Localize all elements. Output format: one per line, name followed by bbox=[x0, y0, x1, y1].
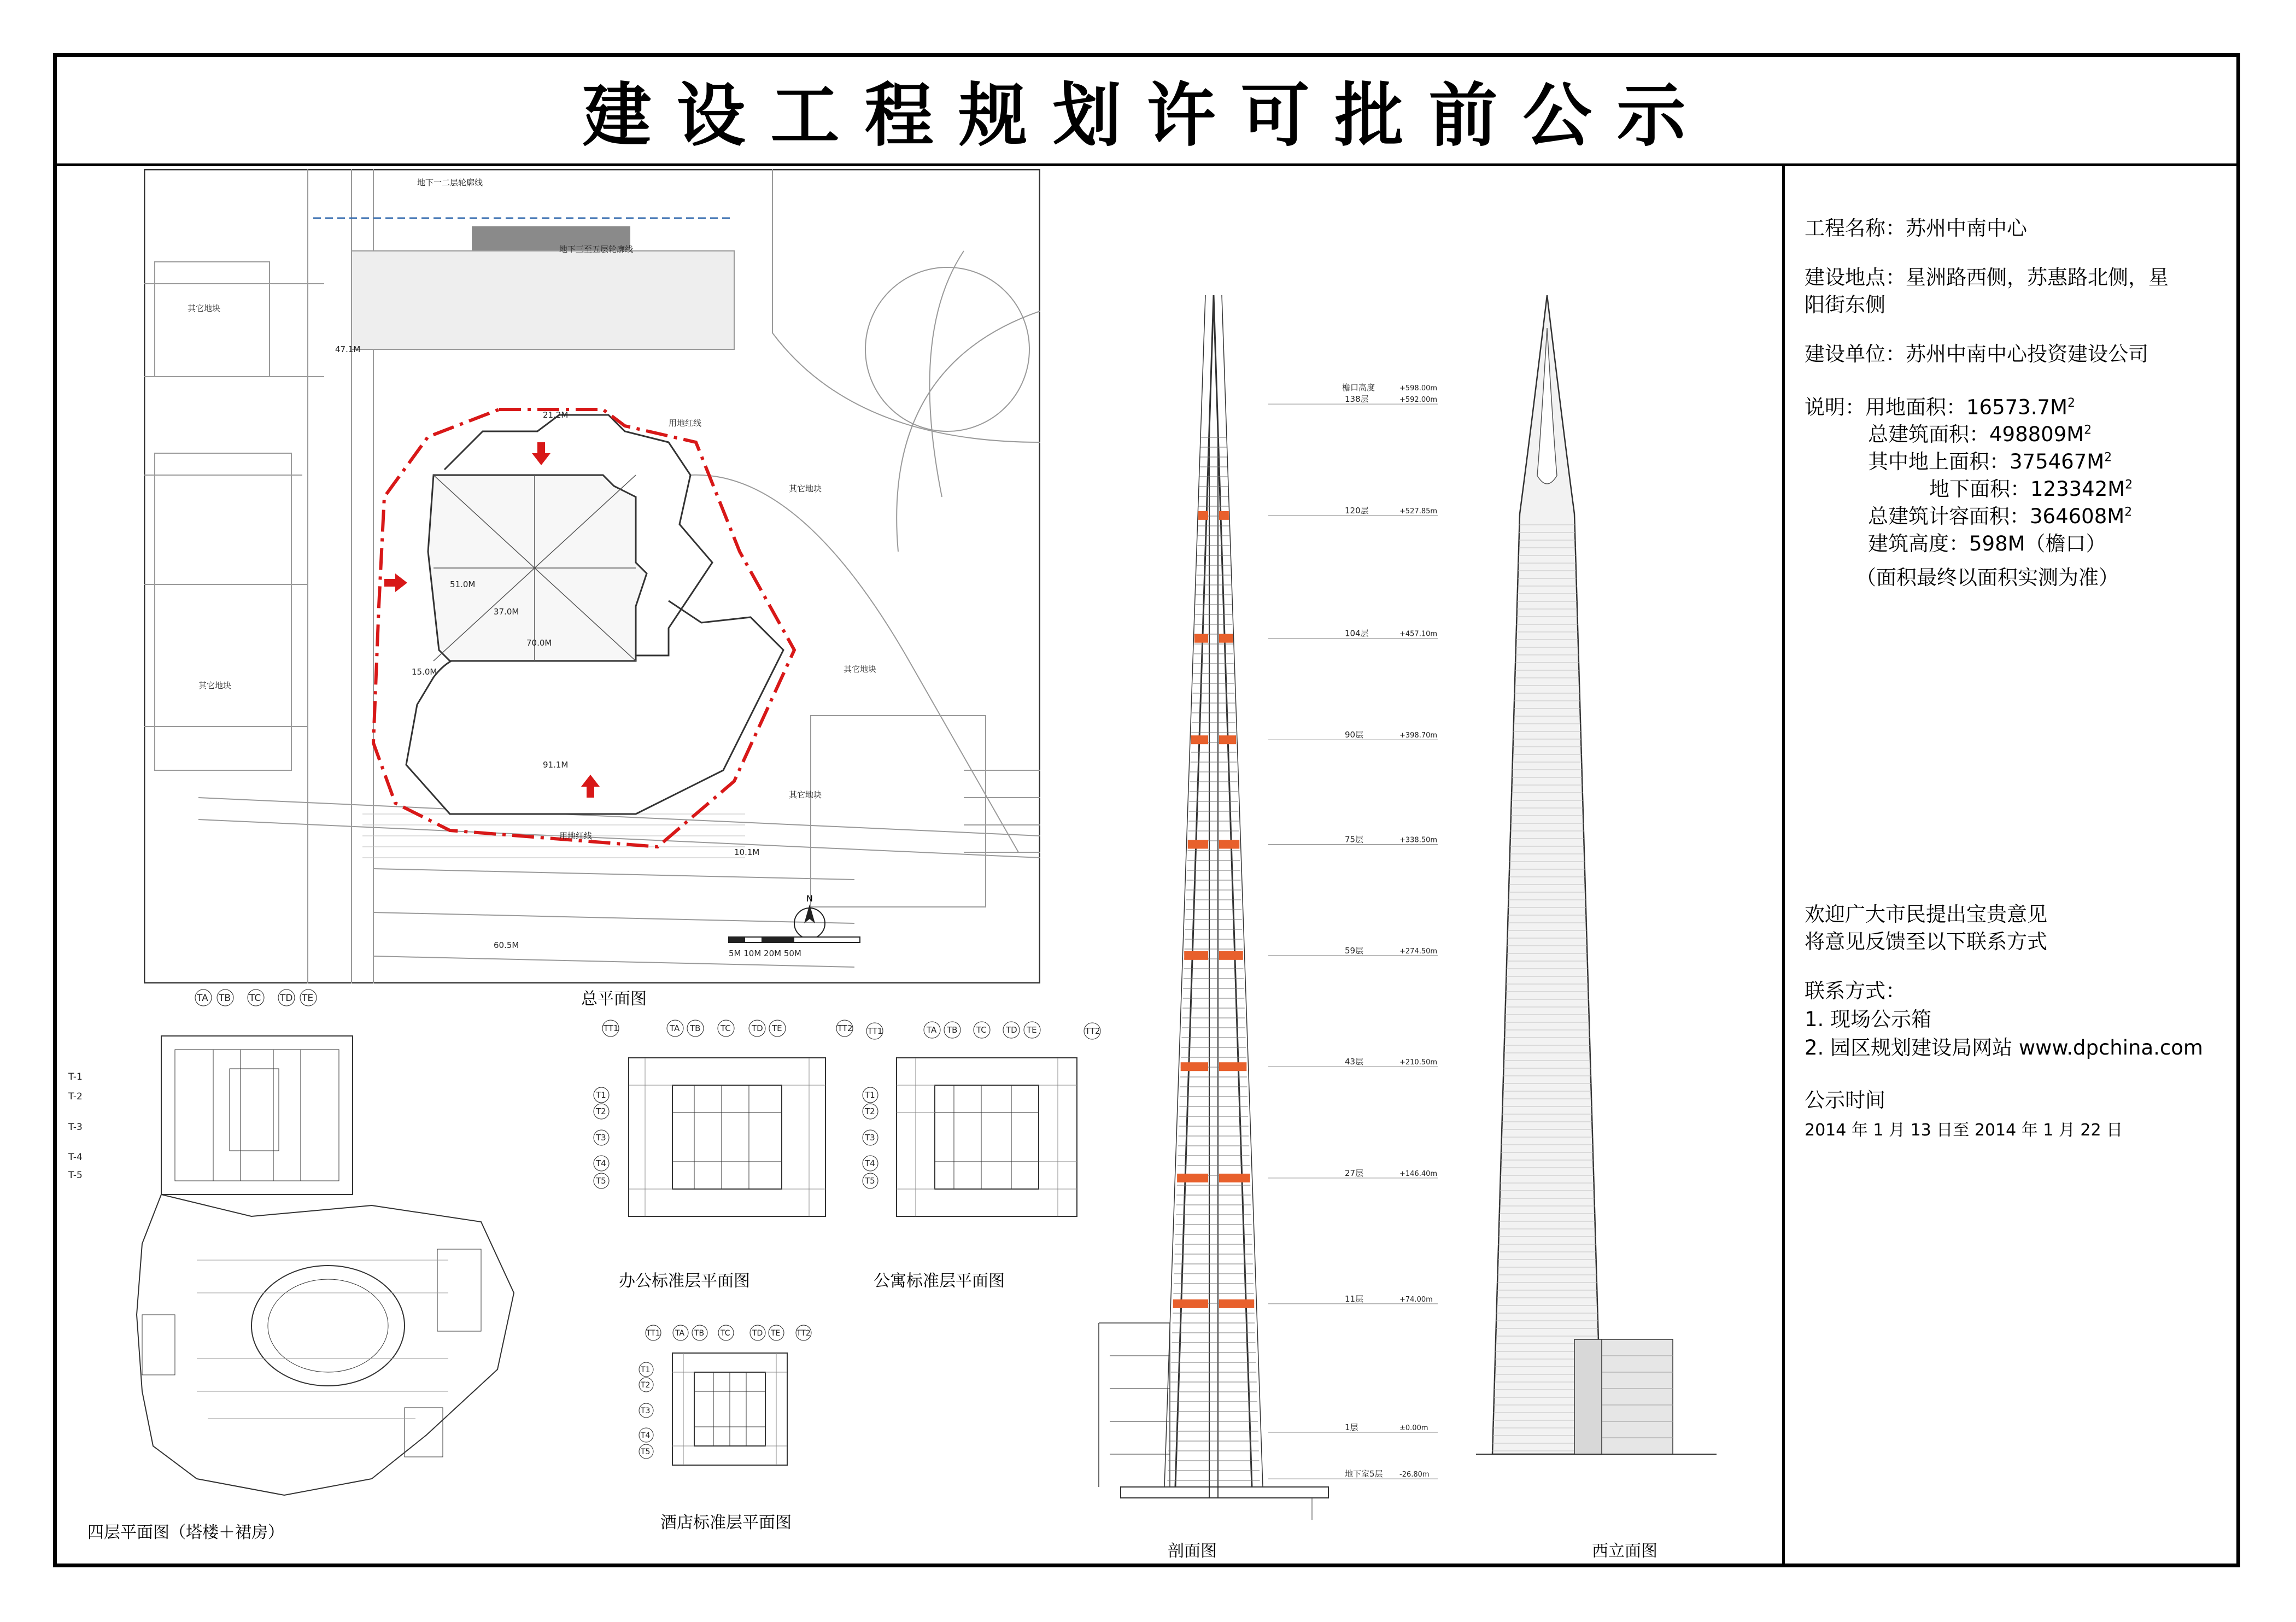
grid-label-t5: T-5 bbox=[68, 1170, 83, 1181]
dim-label: 47.1M bbox=[335, 344, 361, 354]
grid-bubble-t3 bbox=[594, 1130, 609, 1145]
contact-item-box: 1. 现场公示箱 bbox=[1805, 1008, 1932, 1031]
mechanical-floor-band bbox=[1191, 735, 1208, 744]
dim-label: 37.0M bbox=[494, 607, 519, 617]
svg-text:T1: T1 bbox=[641, 1366, 651, 1374]
fourth-floor-plan bbox=[66, 987, 590, 1542]
mechanical-floor-band bbox=[1219, 840, 1239, 848]
board-title: 建设工程规划许可批前公示 bbox=[582, 75, 1711, 156]
label-redline: 用地红线 bbox=[559, 831, 593, 841]
grid-label-t1: T-1 bbox=[68, 1071, 83, 1082]
grid-bubble-td bbox=[749, 1020, 765, 1037]
contact-item-website: 2. 园区规划建设局网站 www.dpchina.com bbox=[1805, 1036, 2203, 1059]
grid-bubble-tt2 bbox=[796, 1325, 811, 1340]
dim-label: 10.1M bbox=[734, 847, 760, 857]
grid-label-t2: T-2 bbox=[68, 1091, 83, 1102]
label-other-plot: 其它地块 bbox=[789, 484, 822, 494]
grid-bubble-t4 bbox=[639, 1428, 653, 1442]
grid-bubble-t4 bbox=[594, 1156, 609, 1171]
level-elevation-label: +74.00m bbox=[1399, 1295, 1433, 1304]
svg-text:TB: TB bbox=[694, 1329, 705, 1338]
svg-text:TE: TE bbox=[772, 1023, 782, 1033]
mechanical-floor-band bbox=[1181, 1062, 1208, 1071]
caption-fourth-floor: 四层平面图（塔楼＋裙房） bbox=[87, 1523, 284, 1542]
svg-text:TD: TD bbox=[752, 1329, 763, 1338]
svg-text:N: N bbox=[806, 893, 813, 904]
eaves-height-label: 檐口高度 bbox=[1342, 383, 1375, 393]
svg-text:T3: T3 bbox=[641, 1407, 651, 1415]
grid-bubble-t1 bbox=[594, 1087, 609, 1103]
notes-below-ground: 地下面积：$123342M^2$ bbox=[1929, 477, 2133, 501]
svg-text:T1: T1 bbox=[865, 1090, 875, 1100]
mechanical-floor-band bbox=[1219, 511, 1229, 520]
svg-text:T5: T5 bbox=[641, 1448, 651, 1456]
publicity-time-label: 公示时间 bbox=[1805, 1088, 1885, 1112]
svg-text:T4: T4 bbox=[596, 1158, 606, 1168]
level-floor-label: 59层 bbox=[1345, 945, 1364, 956]
mechanical-floor-band bbox=[1194, 634, 1208, 643]
level-elevation-label: +146.40m bbox=[1399, 1169, 1438, 1178]
grid-bubble-tb bbox=[687, 1020, 704, 1037]
level-floor-label: 11层 bbox=[1345, 1293, 1364, 1304]
grid-bubble-t3 bbox=[863, 1130, 878, 1145]
project-name: 工程名称：苏州中南中心 bbox=[1805, 216, 2027, 240]
svg-text:TC: TC bbox=[976, 1025, 987, 1035]
svg-text:TT2: TT2 bbox=[796, 1329, 811, 1338]
caption-section: 剖面图 bbox=[1168, 1542, 1217, 1561]
grid-label-t4: T-4 bbox=[68, 1152, 83, 1163]
level-floor-label: 90层 bbox=[1345, 730, 1364, 740]
grid-bubble-ta bbox=[924, 1022, 940, 1038]
hotel-floor-plan bbox=[629, 1323, 831, 1498]
grid-bubble-td bbox=[1003, 1022, 1020, 1038]
building-section bbox=[1088, 295, 1492, 1520]
grid-bubble-tc bbox=[718, 1325, 734, 1340]
svg-text:T5: T5 bbox=[596, 1176, 606, 1186]
svg-text:T2: T2 bbox=[865, 1106, 875, 1116]
level-elevation-label: +338.50m bbox=[1399, 836, 1438, 845]
label-redline: 用地红线 bbox=[669, 418, 702, 428]
level-elevation-label: +457.10m bbox=[1399, 630, 1438, 639]
mechanical-floor-band bbox=[1219, 1062, 1246, 1071]
level-floor-label: 75层 bbox=[1345, 834, 1364, 845]
project-builder: 建设单位：苏州中南中心投资建设公司 bbox=[1805, 342, 2148, 366]
level-floor-label: 104层 bbox=[1345, 628, 1369, 639]
mechanical-floor-band bbox=[1188, 840, 1208, 848]
level-elevation-label: +274.50m bbox=[1399, 947, 1438, 956]
notes-site-area: 说明：用地面积：$16573.7M^2$ bbox=[1805, 395, 2075, 419]
grid-bubble-ta bbox=[195, 989, 212, 1006]
grid-bubble-tc bbox=[718, 1020, 734, 1037]
notes-height: 建筑高度：598M（檐口） bbox=[1868, 532, 2106, 555]
grid-bubble-t5 bbox=[639, 1444, 653, 1459]
notes-plot-area: 总建筑计容面积：$364608M^2$ bbox=[1868, 505, 2133, 528]
svg-text:TB: TB bbox=[947, 1025, 958, 1035]
level-floor-label: 138层 bbox=[1345, 394, 1369, 405]
west-elevation bbox=[1476, 295, 1727, 1487]
info-panel bbox=[1782, 166, 2236, 1564]
label-b35-outline: 地下三至五层轮廓线 bbox=[559, 244, 634, 254]
grid-bubble-tt2 bbox=[836, 1020, 853, 1037]
svg-text:TT1: TT1 bbox=[604, 1023, 619, 1033]
svg-text:TE: TE bbox=[1027, 1025, 1037, 1035]
mechanical-floor-band bbox=[1184, 951, 1208, 960]
level-floor-label: 1层 bbox=[1345, 1422, 1358, 1432]
grid-label-t3: T-3 bbox=[68, 1122, 83, 1133]
caption-office-floor: 办公标准层平面图 bbox=[619, 1272, 750, 1291]
svg-text:TA: TA bbox=[670, 1023, 680, 1033]
svg-text:T4: T4 bbox=[865, 1158, 875, 1168]
mechanical-floor-band bbox=[1219, 1299, 1254, 1308]
svg-text:T1: T1 bbox=[596, 1090, 606, 1100]
scale-bar-label: 5M 10M 20M 50M bbox=[729, 948, 801, 958]
svg-text:TT2: TT2 bbox=[1085, 1026, 1100, 1036]
level-floor-label: 27层 bbox=[1345, 1168, 1364, 1178]
grid-bubble-t2 bbox=[639, 1378, 653, 1392]
grid-bubble-tb bbox=[217, 989, 233, 1006]
label-other-plot: 其它地块 bbox=[198, 681, 232, 690]
grid-bubble-tb bbox=[944, 1022, 960, 1038]
grid-bubble-tt1 bbox=[646, 1325, 661, 1340]
grid-bubble-te bbox=[769, 1020, 786, 1037]
grid-bubble-t5 bbox=[863, 1173, 878, 1188]
level-elevation-label: ±0.00m bbox=[1399, 1424, 1428, 1432]
svg-text:TB: TB bbox=[690, 1023, 701, 1033]
apartment-floor-plan bbox=[858, 1017, 1110, 1235]
office-floor-plan bbox=[590, 1014, 864, 1238]
svg-text:T2: T2 bbox=[596, 1106, 606, 1116]
grid-bubble-te bbox=[300, 989, 317, 1006]
notes-above-ground: 其中地上面积：$375467M^2$ bbox=[1868, 450, 2112, 473]
notes-disclaimer: （面积最终以面积实测为准） bbox=[1856, 566, 2119, 589]
label-other-plot: 其它地块 bbox=[844, 664, 877, 674]
mechanical-floor-band bbox=[1177, 1174, 1208, 1182]
grid-bubble-tc bbox=[974, 1022, 990, 1038]
grid-bubble-te bbox=[769, 1325, 784, 1340]
grid-bubble-te bbox=[1024, 1022, 1040, 1038]
mechanical-floor-band bbox=[1173, 1299, 1208, 1308]
svg-text:TE: TE bbox=[771, 1329, 781, 1338]
svg-text:TT1: TT1 bbox=[646, 1329, 660, 1338]
contact-label: 联系方式： bbox=[1805, 979, 1906, 1003]
caption-site-plan: 总平面图 bbox=[581, 989, 647, 1009]
notes-total-area: 总建筑面积：$498809M^2$ bbox=[1868, 423, 2092, 446]
svg-text:T4: T4 bbox=[641, 1431, 651, 1440]
dim-label: 21.2M bbox=[543, 410, 569, 420]
svg-text:TA: TA bbox=[197, 993, 208, 1004]
svg-text:TD: TD bbox=[752, 1023, 763, 1033]
mechanical-floor-band bbox=[1219, 634, 1233, 643]
svg-text:TE: TE bbox=[302, 993, 314, 1004]
grid-bubble-t4 bbox=[863, 1156, 878, 1171]
grid-bubble-t1 bbox=[863, 1087, 878, 1103]
project-location: 建设地点：星洲路西侧，苏惠路北侧，星 bbox=[1805, 266, 2169, 289]
dim-label: 91.1M bbox=[543, 760, 569, 770]
svg-text:TD: TD bbox=[1006, 1025, 1017, 1035]
level-elevation-label: +210.50m bbox=[1399, 1058, 1438, 1067]
grid-bubble-tt1 bbox=[866, 1023, 883, 1039]
title-bar bbox=[57, 57, 2236, 166]
grid-bubble-td bbox=[750, 1325, 765, 1340]
svg-text:T5: T5 bbox=[865, 1176, 875, 1186]
svg-text:TC: TC bbox=[721, 1023, 731, 1033]
label-other-plot: 其它地块 bbox=[188, 303, 221, 313]
level-elevation-label: +398.70m bbox=[1399, 731, 1438, 740]
svg-text:TC: TC bbox=[721, 1329, 730, 1338]
grid-bubble-t1 bbox=[639, 1362, 653, 1377]
dim-label: 70.0M bbox=[526, 638, 552, 648]
svg-text:TD: TD bbox=[280, 993, 293, 1004]
svg-text:T3: T3 bbox=[596, 1133, 606, 1143]
mechanical-floor-band bbox=[1198, 511, 1208, 520]
svg-text:T3: T3 bbox=[865, 1133, 875, 1143]
caption-apartment-floor: 公寓标准层平面图 bbox=[874, 1272, 1005, 1291]
mechanical-floor-band bbox=[1219, 1174, 1250, 1182]
mechanical-floor-band bbox=[1219, 735, 1236, 744]
svg-text:TA: TA bbox=[675, 1329, 685, 1338]
svg-text:T2: T2 bbox=[641, 1381, 651, 1390]
label-b12-outline: 地下一二层轮廓线 bbox=[417, 178, 483, 188]
caption-elevation: 西立面图 bbox=[1592, 1542, 1657, 1561]
dim-label: 15.0M bbox=[412, 667, 437, 677]
mechanical-floor-band bbox=[1219, 951, 1243, 960]
level-elevation-label: -26.80m bbox=[1399, 1471, 1430, 1479]
grid-bubble-tt1 bbox=[602, 1020, 619, 1037]
level-floor-label: 地下室5层 bbox=[1345, 1469, 1383, 1479]
svg-text:TA: TA bbox=[927, 1025, 937, 1035]
feedback-line2: 将意见反馈至以下联系方式 bbox=[1805, 930, 2047, 953]
dim-label: 60.5M bbox=[494, 940, 519, 950]
grid-bubble-t2 bbox=[863, 1104, 878, 1119]
grid-bubble-t3 bbox=[639, 1403, 653, 1418]
label-other-plot: 其它地块 bbox=[789, 790, 822, 800]
publicity-time: 2014 年 1 月 13 日至 2014 年 1 月 22 日 bbox=[1805, 1121, 2123, 1140]
level-floor-label: 43层 bbox=[1345, 1057, 1364, 1067]
grid-bubble-tc bbox=[248, 989, 264, 1006]
grid-bubble-tb bbox=[692, 1325, 707, 1340]
grid-bubble-ta bbox=[667, 1020, 683, 1037]
grid-bubble-t5 bbox=[594, 1173, 609, 1188]
feedback-line1: 欢迎广大市民提出宝贵意见 bbox=[1805, 903, 2047, 926]
grid-bubble-ta bbox=[673, 1325, 688, 1340]
grid-bubble-td bbox=[278, 989, 295, 1006]
svg-text:TC: TC bbox=[249, 993, 261, 1004]
caption-hotel-floor: 酒店标准层平面图 bbox=[660, 1513, 792, 1532]
svg-text:TT2: TT2 bbox=[837, 1023, 853, 1033]
site-plan bbox=[144, 169, 1040, 983]
level-floor-label: 120层 bbox=[1345, 505, 1369, 516]
eaves-elevation-label: +598.00m bbox=[1399, 384, 1438, 393]
scale-bar bbox=[729, 937, 860, 942]
level-elevation-label: +527.85m bbox=[1399, 507, 1438, 516]
svg-text:TB: TB bbox=[219, 993, 231, 1004]
dim-label: 51.0M bbox=[450, 579, 476, 589]
grid-bubble-t2 bbox=[594, 1104, 609, 1119]
project-location-cont: 阳街东侧 bbox=[1805, 293, 1885, 317]
svg-text:TT1: TT1 bbox=[868, 1026, 883, 1036]
level-elevation-label: +592.00m bbox=[1399, 396, 1438, 405]
